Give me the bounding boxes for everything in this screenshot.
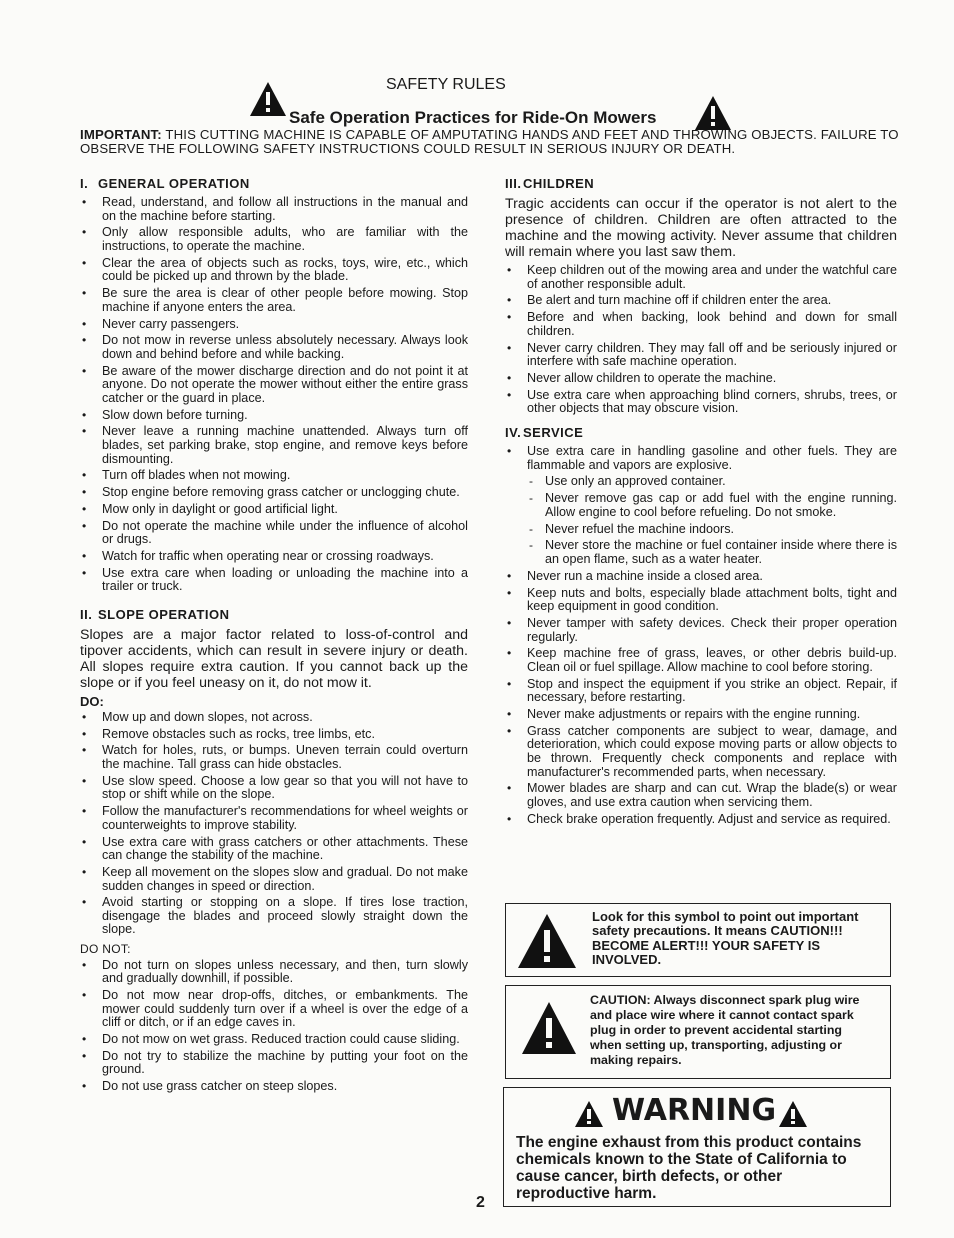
list-item: • Mow up and down slopes, not across. <box>80 711 468 725</box>
sub-list-item: - Never refuel the machine indoors. <box>505 523 897 537</box>
service-heading <box>505 425 897 441</box>
symbol-notice-box <box>505 903 891 977</box>
list-item: • Do not mow on wet grass. Reduced traction could cause sliding. <box>80 1033 468 1047</box>
list-item: • Check brake operation frequently. Adjust and service as required. <box>505 813 897 827</box>
warning-triangle-icon <box>520 1000 578 1061</box>
list-item: • Keep machine free of grass, leaves, or other debris build-up. Clean oil or fuel spillage. Allow machine to cool before storing. <box>505 647 897 674</box>
sub-list-item: - Use only an approved container. <box>505 475 897 489</box>
list-item: • Follow the manufacturer's recommendations for wheel weights or counterweights to improve stability. <box>80 805 468 832</box>
page-number: 2 <box>476 1194 485 1211</box>
list-item: • Do not mow near drop-offs, ditches, or embankments. The mower could suddenly turn over if a wheel is over the edge of a cliff or ditch, or if an edge caves in. <box>80 989 468 1030</box>
slope-donot-list <box>80 959 468 1094</box>
slope-intro: Slopes are a major factor related to loss-of-control and tipover accidents, which can result in severe injury or death. All slopes require extra caution. If you cannot back up the slope or if you feel uneasy on it, do not mow it. <box>80 627 468 692</box>
list-item: • Be aware of the mower discharge direction and do not point it at anyone. Do not operate the mower without either the entire grass catcher or the guard in place. <box>80 365 468 406</box>
list-item: • Never run a machine inside a closed area. <box>505 570 897 584</box>
warning-header <box>574 1094 824 1130</box>
children-intro: Tragic accidents can occur if the operator is not alert to the presence of children. Children are often attracted to the machine and the mowing activity. Never assume that children will remain where you last saw them. <box>505 196 897 260</box>
important-notice <box>80 128 900 156</box>
list-item: • Use extra care when approaching blind corners, shrubs, trees, or other objects that may obscure vision. <box>505 389 897 416</box>
service-number: IV. <box>505 425 522 441</box>
children-heading <box>505 176 897 192</box>
caution-text: CAUTION: Always disconnect spark plug wire and place wire where it cannot contact spark plug in order to prevent accidental starting when setting up, transporting, adjusting or making repairs. <box>590 993 860 1067</box>
list-item: • Mow only in daylight or good artificial light. <box>80 503 468 517</box>
list-item: • Watch for holes, ruts, or bumps. Uneven terrain could overturn the machine. Tall grass can hide obstacles. <box>80 744 468 771</box>
sub-list-item: - Never store the machine or fuel container inside where there is an open flame, such as a water heater. <box>505 539 897 566</box>
slope-heading-text: SLOPE OPERATION <box>98 607 230 623</box>
list-item: • Do not try to stabilize the machine by putting your foot on the ground. <box>80 1050 468 1077</box>
list-item: • Never tamper with safety devices. Check their proper operation regularly. <box>505 617 897 644</box>
list-item: • Do not turn on slopes unless necessary, and then, turn slowly and gradually downhill, if possible. <box>80 959 468 986</box>
warning-title: WARNING <box>612 1093 777 1128</box>
warning-text: The engine exhaust from this product contains chemicals known to the State of California to cause cancer, birth defects, or other reproductive harm. <box>516 1134 862 1202</box>
children-list <box>505 264 897 416</box>
list-item: • Slow down before turning. <box>80 409 468 423</box>
list-item: • Never allow children to operate the machine. <box>505 372 897 386</box>
list-item: • Remove obstacles such as rocks, tree limbs, etc. <box>80 728 468 742</box>
list-item: • Mower blades are sharp and can cut. Wrap the blade(s) or wear gloves, and use extra caution when servicing them. <box>505 782 897 809</box>
list-item: • Do not mow in reverse unless absolutely necessary. Always look down and behind before and while backing. <box>80 334 468 361</box>
do-label: DO: <box>80 694 104 710</box>
list-item: • Stop engine before removing grass catcher or unclogging chute. <box>80 486 468 500</box>
list-item: • Keep nuts and bolts, especially blade attachment bolts, tight and keep equipment in good condition. <box>505 587 897 614</box>
list-item: • Use slow speed. Choose a low gear so that you will not have to stop or shift while on the slope. <box>80 775 468 802</box>
list-item: • Only allow responsible adults, who are familiar with the instructions, to operate the machine. <box>80 226 468 253</box>
list-item: • Keep all movement on the slopes slow and gradual. Do not make sudden changes in speed or direction. <box>80 866 468 893</box>
list-item: • Never leave a running machine unattended. Always turn off blades, set parking brake, stop engine, and remove keys before dismounting. <box>80 425 468 466</box>
do-not-label: DO NOT: <box>80 942 131 957</box>
list-item: • Grass catcher components are subject to wear, damage, and deterioration, which could expose moving parts or allow objects to be thrown. Frequently check components and replace with manufacturer's recommended parts, when necessary. <box>505 725 897 779</box>
warning-triangle-icon <box>778 1100 808 1133</box>
list-item: • Use extra care with grass catchers or other attachments. These can change the stability of the machine. <box>80 836 468 863</box>
page-subtitle: Safe Operation Practices for Ride-On Mowers <box>289 108 657 127</box>
list-item: • Clear the area of objects such as rocks, toys, wire, etc., which could be picked up and thrown by the blade. <box>80 257 468 284</box>
children-heading-text: CHILDREN <box>523 176 595 191</box>
list-item: • Avoid starting or stopping on a slope. If tires lose traction, disengage the blades and proceed slowly straight down the slope. <box>80 896 468 937</box>
list-item: • Do not use grass catcher on steep slopes. <box>80 1080 468 1094</box>
page-title: SAFETY RULES <box>386 76 506 93</box>
symbol-notice-text: Look for this symbol to point out important safety precautions. It means CAUTION!!! BECOME ALERT!!! YOUR SAFETY IS INVOLVED. <box>592 909 859 968</box>
caution-box <box>505 985 891 1079</box>
warning-box <box>503 1087 891 1207</box>
list-item: • Before and when backing, look behind and down for small children. <box>505 311 897 338</box>
slope-heading <box>80 607 468 623</box>
list-item: • Be sure the area is clear of other people before mowing. Stop machine if anyone enters the area. <box>80 287 468 314</box>
general-number: I. <box>80 176 89 191</box>
sub-list-item: - Never remove gas cap or add fuel with the engine running. Allow engine to cool before refueling. Do not smoke. <box>505 492 897 519</box>
title-warning-triangle-icon <box>248 80 288 123</box>
list-item: • Watch for traffic when operating near or crossing roadways. <box>80 550 468 564</box>
list-item: • Do not operate the machine while under the influence of alcohol or drugs. <box>80 520 468 547</box>
service-list <box>505 445 897 826</box>
slope-number: II. <box>80 607 93 623</box>
list-item: • Use extra care when loading or unloading the machine into a trailer or truck. <box>80 567 468 594</box>
list-item: • Use extra care in handling gasoline and other fuels. They are flammable and vapors are explosive. <box>505 445 897 472</box>
list-item: • Never carry children. They may fall off and be seriously injured or interfere with safe machine operation. <box>505 342 897 369</box>
list-item: • Turn off blades when not mowing. <box>80 469 468 483</box>
warning-triangle-icon <box>516 912 578 975</box>
slope-do-list <box>80 711 468 937</box>
list-item: • Be alert and turn machine off if children enter the area. <box>505 294 897 308</box>
right-column <box>505 176 897 830</box>
important-label: IMPORTANT: <box>80 127 162 142</box>
list-item: • Read, understand, and follow all instructions in the manual and on the machine before starting. <box>80 196 468 223</box>
important-text: THIS CUTTING MACHINE IS CAPABLE OF AMPUTATING HANDS AND FEET AND THROWING OBJECTS. FAILURE TO OBSERVE THE FOLLOWING SAFETY INSTRUCTIONS COULD RESULT IN SERIOUS INJURY OR DEATH. <box>80 127 899 156</box>
general-heading <box>80 176 468 192</box>
list-item: • Stop and inspect the equipment if you strike an object. Repair, if necessary, before restarting. <box>505 678 897 705</box>
service-heading-text: SERVICE <box>523 425 584 441</box>
children-number: III. <box>505 176 522 191</box>
list-item: • Never carry passengers. <box>80 318 468 332</box>
left-column <box>80 176 468 1097</box>
list-item: • Keep children out of the mowing area and under the watchful care of another responsible adult. <box>505 264 897 291</box>
general-list <box>80 196 468 594</box>
general-heading-text: GENERAL OPERATION <box>98 176 250 191</box>
list-item: • Never make adjustments or repairs with the engine running. <box>505 708 897 722</box>
warning-triangle-icon <box>574 1100 604 1133</box>
